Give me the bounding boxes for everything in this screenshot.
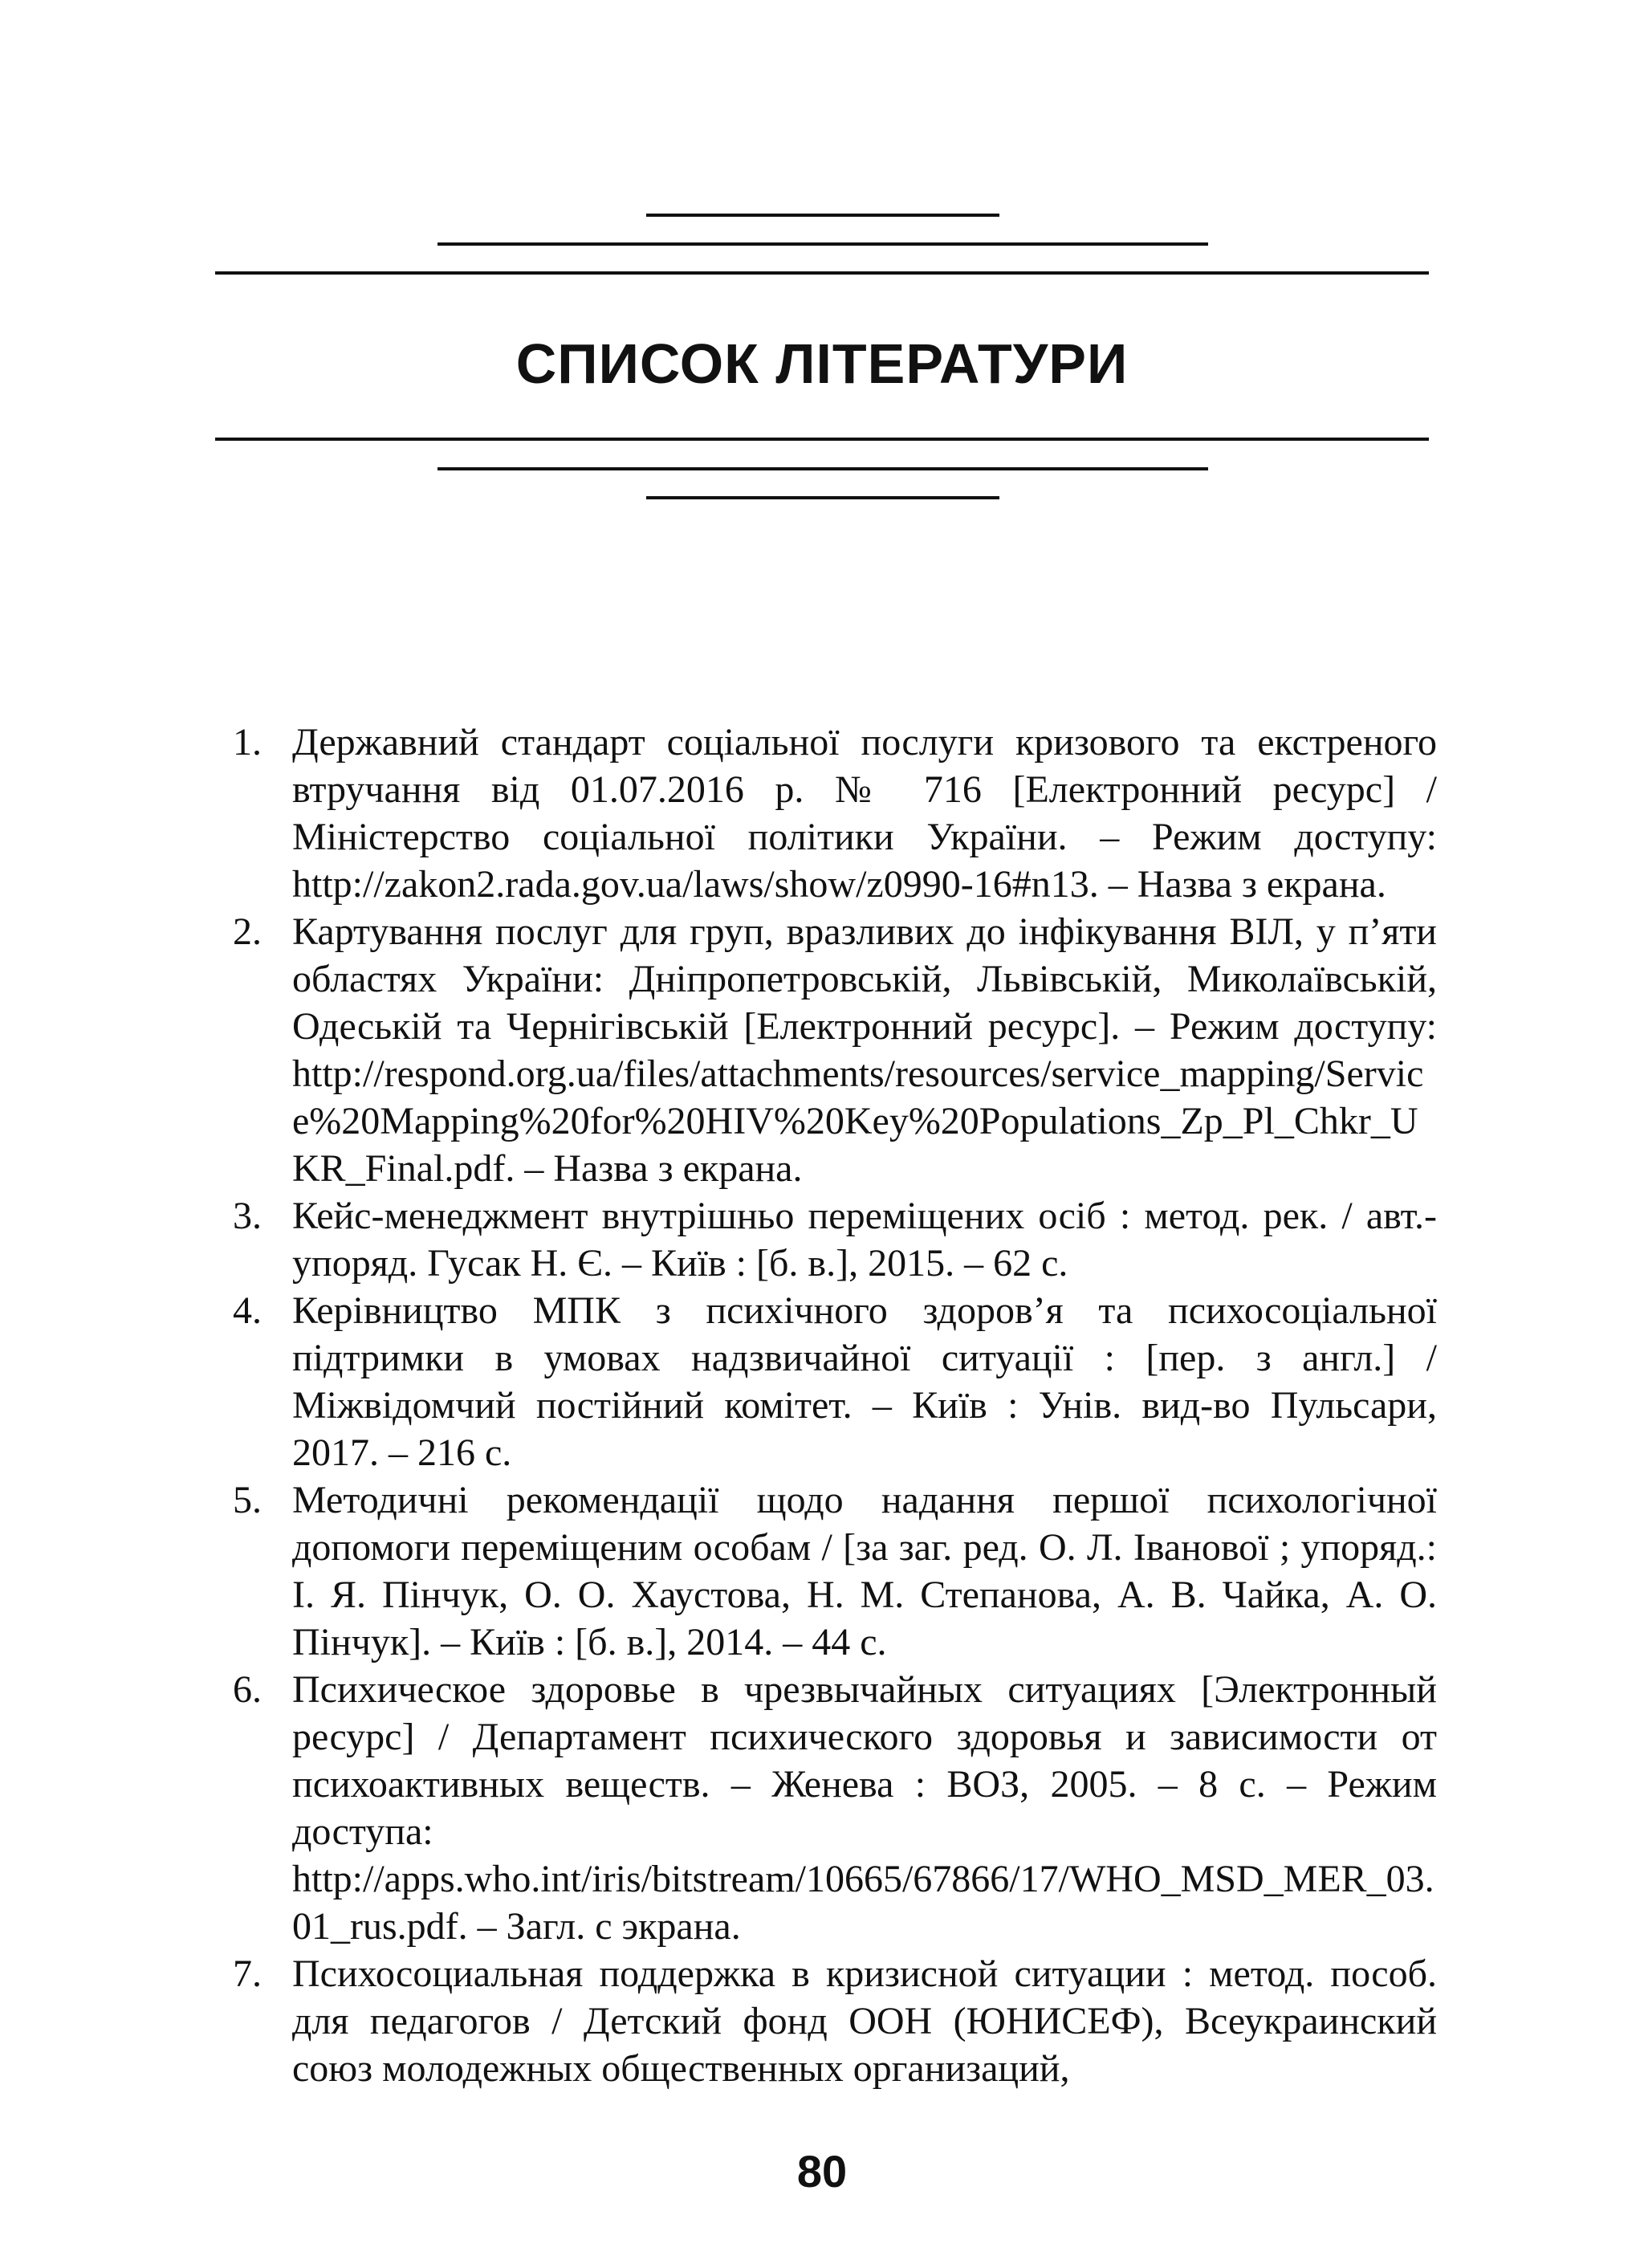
reference-item	[233, 1476, 1437, 1666]
reference-list	[233, 719, 1437, 2092]
bottom-rule-long	[215, 438, 1429, 441]
reference-item	[233, 719, 1437, 908]
top-rule-long	[215, 271, 1429, 275]
reference-number: 1.	[233, 721, 262, 763]
reference-item	[233, 908, 1437, 1192]
reference-number: 4.	[233, 1289, 262, 1332]
page-title: СПИСОК ЛІТЕРАТУРИ	[515, 332, 1129, 395]
reference-item	[233, 1287, 1437, 1476]
bottom-rule-mid	[437, 467, 1208, 470]
reference-text: Кейс-менеджмент внутрішньо переміщених осіб : метод. рек. / авт.-упоряд. Гусак Н. Є. – Київ : [б. в.], 2015. – 62 с.	[292, 1195, 1437, 1285]
reference-item	[233, 1666, 1437, 1950]
reference-number: 6.	[233, 1668, 262, 1711]
reference-text: Державний стандарт соціальної послуги кризового та екстреного втручання від 01.07.2016 р. № 716 [Електронний ресурс] / Міністерство соціальної політики України. – Режим доступу: http://zakon2.rada.gov.ua/laws/show/z0990-16#n13. – Назва з екрана.	[292, 721, 1437, 906]
reference-text: Методичні рекомендації щодо надання першої психологічної допомоги переміщеним особам / [за заг. ред. О. Л. Іванової ; упоряд.: І. Я. Пінчук, О. О. Хаустова, Н. М. Степанова, А. В. Чайка, А. О. Пінчук]. – Київ : [б. в.], 2014. – 44 с.	[292, 1479, 1437, 1663]
reference-item	[233, 1192, 1437, 1287]
reference-text: Психическое здоровье в чрезвычайных ситуациях [Электронный ресурс] / Департамент психического здоровья и зависимости от психоактивных веществ. – Женева : ВОЗ, 2005. – 8 с. – Режим доступа: http://apps.who.int/iris/bitstream/10665/67866/17/WHO_MSD_MER_03.01_rus.pdf. – Загл. с экрана.	[292, 1668, 1437, 1948]
top-rule-short	[646, 214, 999, 217]
page-number: 80	[796, 2146, 848, 2197]
reference-number: 2.	[233, 910, 262, 953]
reference-item	[233, 1950, 1437, 2092]
top-rule-mid	[437, 242, 1208, 246]
reference-text: Керівництво МПК з психічного здоров’я та психосоціальної підтримки в умовах надзвичайної ситуації : [пер. з англ.] / Міжвідомчий постійний комітет. – Київ : Унів. вид-во Пульсари, 2017. – 216 с.	[292, 1289, 1437, 1474]
reference-number: 5.	[233, 1479, 262, 1521]
reference-number: 7.	[233, 1952, 262, 1995]
reference-text: Картування послуг для груп, вразливих до інфікування ВІЛ, у п’яти областях України: Дніпропетровській, Львівській, Миколаївській, Одеській та Чернігівській [Електронний ресурс]. – Режим доступу: http://respond.org.ua/files/attachments/resources/service_mapping/Service%20Mapping%20for%20HIV%20Key%20Populations_Zp_Pl_Chkr_UKR_Final.pdf. – Назва з екрана.	[292, 910, 1437, 1190]
bottom-rule-short	[646, 496, 999, 499]
reference-text: Психосоциальная поддержка в кризисной ситуации : метод. пособ. для педагогов / Детский фонд ООН (ЮНИСЕФ), Всеукраинский союз молодежных общественных организаций,	[292, 1952, 1437, 2090]
reference-number: 3.	[233, 1195, 262, 1237]
